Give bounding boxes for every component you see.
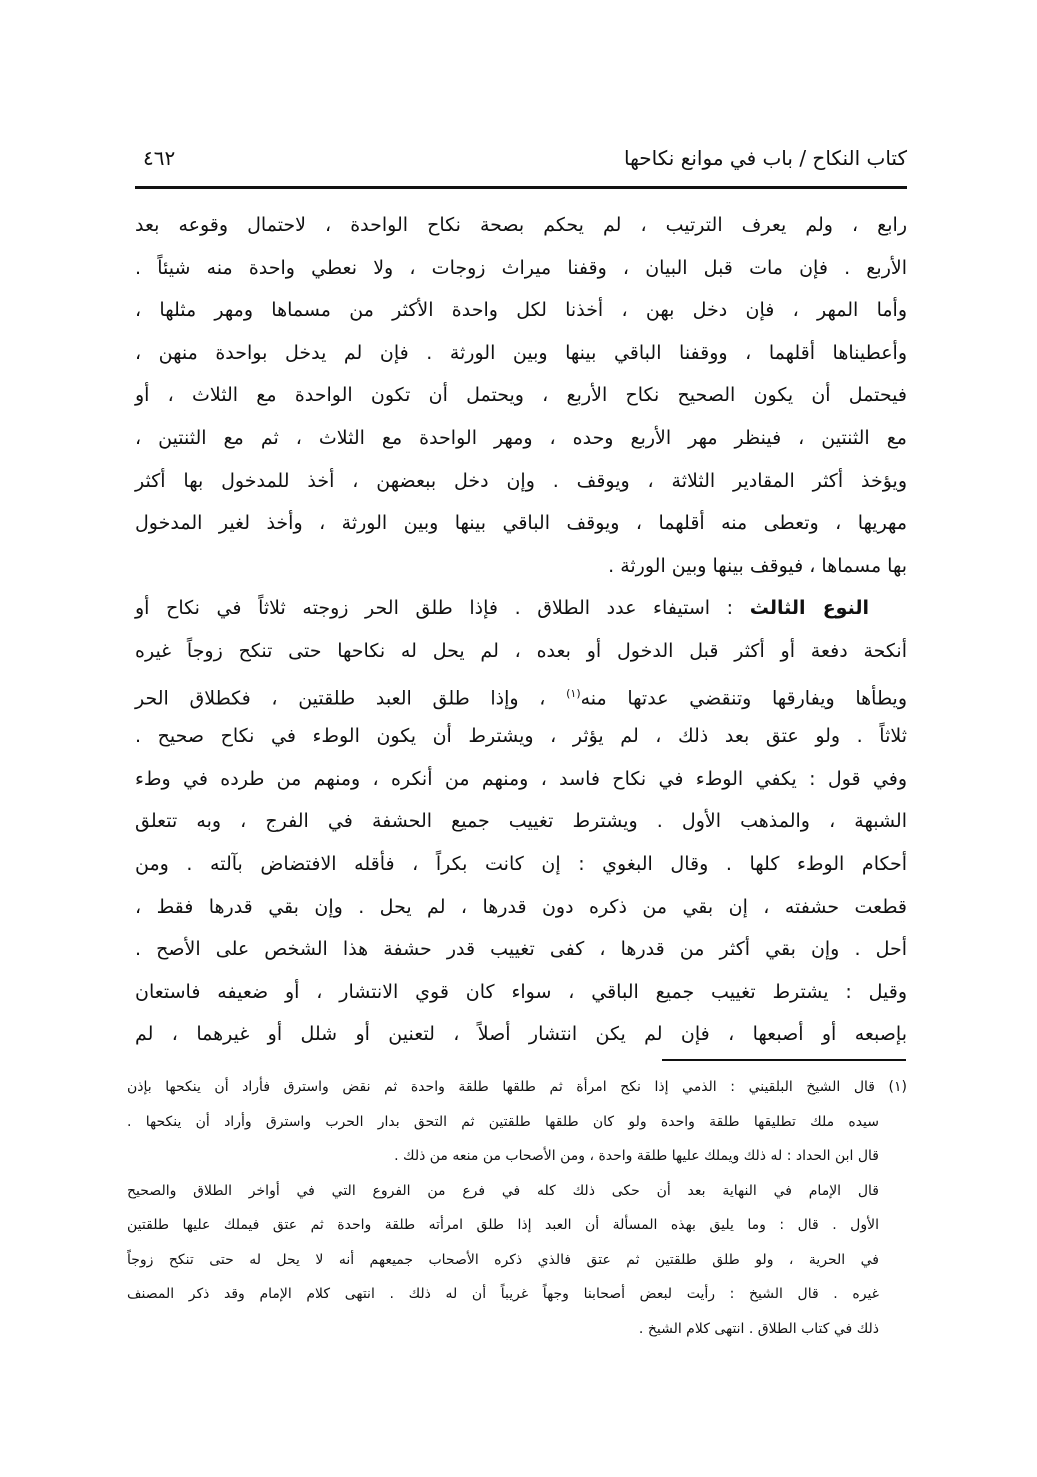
footnote-reference[interactable]: (١) <box>566 686 581 700</box>
footnote-separator <box>662 1059 906 1061</box>
footnote-line: ذلك في كتاب الطلاق . انتهى كلام الشيخ . <box>638 1320 879 1337</box>
text-line: وأما المهر ، فإن دخل بهن ، أخذنا لكل واحدة الأكثر من مسماها ومهر مثلها ، <box>135 299 907 322</box>
text-line: بإصبعه أو أصبعها ، فإن لم يكن انتشار أصلاً ، لتعنين أو شلل أو غيرهما ، لم <box>135 1023 907 1046</box>
running-header <box>135 142 907 180</box>
section-first-line <box>135 587 907 630</box>
text-line: فيحتمل أن يكون الصحيح نكاح الأربع ، ويحتمل أن تكون الواحدة مع الثلاث ، أو <box>135 384 907 407</box>
text-line: أحكام الوطء كلها . وقال البغوي : إن كانت بكراً ، فأقله الافتضاض بآلته . ومن <box>135 852 907 875</box>
text-line: بها مسماها ، فيوقف بينها وبين الورثة . <box>608 554 907 577</box>
running-title: كتاب النكاح / باب في موانع نكاحها <box>623 146 907 170</box>
footnote-line: قال الإمام في النهاية بعد أن حكى ذلك كله في فرع من الفروع التي في أواخر الطلاق والصحيح <box>127 1182 879 1199</box>
section-heading: النوع الثالث <box>749 597 869 620</box>
text-line-with-footnote <box>135 673 907 716</box>
text-segment: ويطأها ويفارقها وتنقضي عدتها منه <box>580 686 907 709</box>
footnote-line: في الحرية ، ولو طلق طلقتين ثم عتق فالذي ذكره الأصحاب جميعهم أنه لا يحل له حتى تنكح زوجاً <box>127 1251 879 1268</box>
header-rule <box>135 186 907 189</box>
footnote-line: سيده ملك تطليقها طلقة واحدة ولو كان طلقها طلقتين ثم التحق بدار الحرب واسترق وأراد أن ينكحها . <box>127 1113 879 1130</box>
text-line: ثلاثاً . ولو عتق بعد ذلك ، لم يؤثر ، ويشترط أن يكون الوطء في نكاح صحيح . <box>135 725 907 748</box>
text-line: رابع ، ولم يعرف الترتيب ، لم يحكم بصحة نكاح الواحدة ، لاحتمال وقوعه بعد <box>135 214 907 236</box>
footnote-line: (١) قال الشيخ البلقيني : الذمي إذا نكح امرأة ثم طلقها طلقة واحدة ثم نقض واسترق فأراد أن ينكحها بإذن <box>127 1079 907 1095</box>
text-line: الأربع . فإن مات قبل البيان ، وقفنا ميراث زوجات ، ولا نعطي واحدة منه شيئاً . <box>135 256 907 279</box>
text-line: وقيل : يشترط تغييب جميع الباقي ، سواء كان قوي الانتشار ، أو ضعيفه فاستعان <box>135 980 907 1003</box>
text-segment: ، وإذا طلق العبد طلقتين ، فكطلاق الحر <box>135 686 567 709</box>
text-line: وفي قول : يكفي الوطء في نكاح فاسد ، ومنهم من أنكره ، ومنهم من طرده في وطء <box>135 767 907 790</box>
text-line: الشبهة ، والمذهب الأول . ويشترط تغييب جميع الحشفة في الفرج ، وبه تتعلق <box>135 810 907 833</box>
footnote-line: غيره . قال الشيخ : رأيت لبعض أصحابنا وجهاً غريباً أن له ذلك . انتهى كلام الإمام وقد ذكر المصنف <box>127 1286 879 1302</box>
text-line: مهريها ، وتعطى منه أقلهما ، ويوقف الباقي بينها وبين الورثة ، وأخذ لغير المدخول <box>135 512 907 535</box>
text-line: قطعت حشفته ، إن بقي من ذكره دون قدرها ، لم يحل . وإن بقي قدرها فقط ، <box>135 895 907 918</box>
footnotes <box>127 1070 907 1346</box>
text-line: أحل . وإن بقي أكثر من قدرها ، كفى تغييب قدر حشفة هذا الشخص على الأصح . <box>135 938 907 961</box>
text-line: ويؤخذ أكثر المقادير الثلاثة ، ويوقف . وإن دخل ببعضهن ، أخذ للمدخول بها أكثر <box>135 469 907 492</box>
footnote-line: الأول . قال : وما يليق بهذه المسألة أن العبد إذا طلق امرأته طلقة واحدة ثم عتق فيملك عليها طلقتين <box>127 1217 879 1233</box>
text-line: وأعطيناها أقلهما ، ووقفنا الباقي بينها وبين الورثة . فإن لم يدخل بواحدة منهن ، <box>135 341 907 364</box>
footnote-line: قال ابن الحداد : له ذلك ويملك عليها طلقة واحدة ، ومن الأصحاب من منعه من ذلك . <box>394 1148 879 1164</box>
section-first-text: : استيفاء عدد الطلاق . فإذا طلق الحر زوجته ثلاثاً في نكاح أو <box>135 597 750 620</box>
text-line: مع الثنتين ، فينظر مهر الأربع وحده ، ومهر الواحدة مع الثلاث ، ثم مع الثنتين ، <box>135 426 907 449</box>
page-number: ٤٦٢ <box>143 146 176 170</box>
main-text <box>135 204 907 1056</box>
text-line: أنكحة دفعة أو أكثر قبل الدخول أو بعده ، لم يحل له نكاحها حتى تنكح زوجاً غيره <box>135 639 907 662</box>
